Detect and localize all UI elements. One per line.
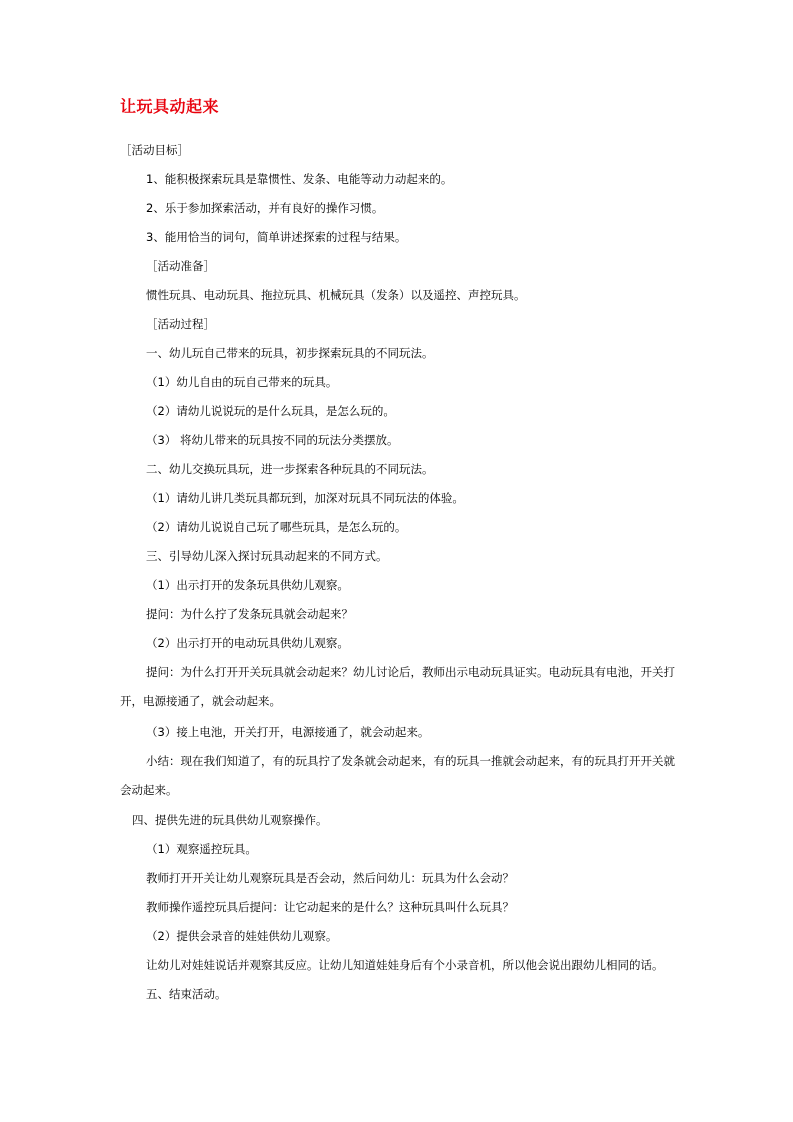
section-heading-goals: ［活动目标］: [120, 143, 189, 157]
step-heading: 三、引导幼儿深入探讨玩具动起来的不同方式。: [146, 549, 388, 563]
section-heading-preparation: ［活动准备］: [146, 259, 215, 273]
step-heading: 一、幼儿玩自己带来的玩具，初步探索玩具的不同玩法。: [146, 346, 434, 360]
paragraph: 让幼儿对娃娃说话并观察其反应。让幼儿知道娃娃身后有个小录音机，所以他会说出跟幼儿相同的话。: [146, 958, 664, 972]
goal-item: 2、乐于参加探索活动，并有良好的操作习惯。: [146, 201, 384, 215]
section-heading-process: ［活动过程］: [146, 317, 215, 331]
step-item: （1）请幼儿讲几类玩具都玩到，加深对玩具不同玩法的体验。: [146, 491, 464, 505]
step-item: （1）出示打开的发条玩具供幼儿观察。: [146, 578, 349, 592]
question-paragraph: 提问：为什么打开开关玩具就会动起来？幼儿讨论后，教师出示电动玩具证实。电动玩具有电池，开关打开，电源接通了，就会动起来。: [120, 665, 675, 708]
goal-item: 3、能用恰当的词句，简单讲述探索的过程与结果。: [146, 230, 407, 244]
step-item: （2）请幼儿说说玩的是什么玩具，是怎么玩的。: [146, 404, 395, 418]
paragraph: 惯性玩具、电动玩具、拖拉玩具、机械玩具（发条）以及遥控、声控玩具。: [146, 288, 526, 302]
step-item: （1）幼儿自由的玩自己带来的玩具。: [146, 375, 338, 389]
step-heading: 五、结束活动。: [146, 987, 227, 1001]
paragraph: 教师打开开关让幼儿观察玩具是否会动，然后问幼儿：玩具为什么会动？: [146, 871, 514, 885]
step-heading: 二、幼儿交换玩具玩，进一步探索各种玩具的不同玩法。: [146, 462, 434, 476]
step-item: （2）提供会录音的娃娃供幼儿观察。: [146, 929, 338, 943]
paragraph: 教师操作遥控玩具后提问：让它动起来的是什么？这种玩具叫什么玩具？: [146, 900, 514, 914]
step-heading: 四、提供先进的玩具供幼儿观察操作。: [132, 813, 328, 827]
step-item: （1）观察遥控玩具。: [146, 842, 257, 856]
goal-item: 1、能积极探索玩具是靠惯性、发条、电能等动力动起来的。: [146, 172, 453, 186]
summary-paragraph: 小结：现在我们知道了，有的玩具拧了发条就会动起来，有的玩具一推就会动起来，有的玩具打开开关就会动起来。: [120, 754, 675, 797]
document-title: 让玩具动起来: [120, 97, 220, 116]
step-item: （3）接上电池，开关打开，电源接通了，就会动起来。: [146, 725, 430, 739]
step-item: （3） 将幼儿带来的玩具按不同的玩法分类摆放。: [146, 433, 399, 447]
question: 提问：为什么拧了发条玩具就会动起来？: [146, 607, 353, 621]
step-item: （2）请幼儿说说自己玩了哪些玩具，是怎么玩的。: [146, 520, 407, 534]
step-item: （2）出示打开的电动玩具供幼儿观察。: [146, 636, 349, 650]
